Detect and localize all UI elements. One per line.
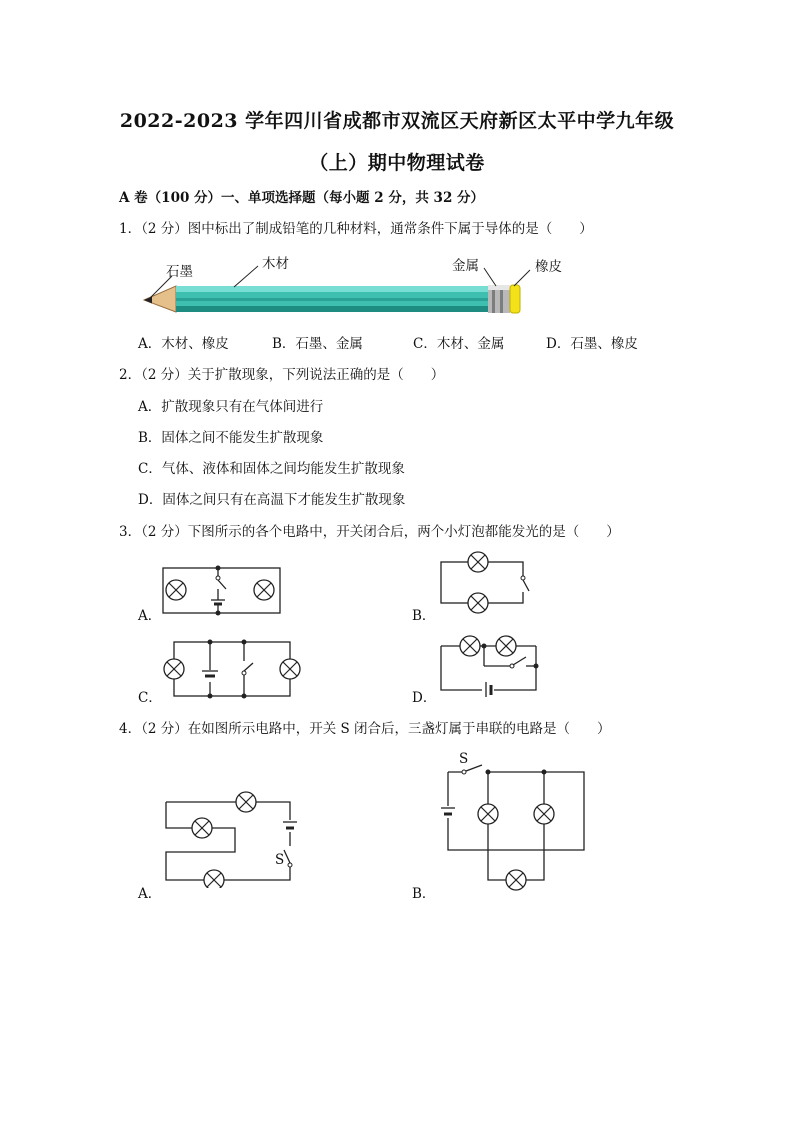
lamp-icon xyxy=(204,870,224,888)
lamp-icon xyxy=(460,636,480,656)
section-heading: A 卷（100 分）一、单项选择题（每小题 2 分，共 32 分） xyxy=(119,190,485,206)
q4-option-b-label[interactable]: B． xyxy=(412,886,436,902)
q4-b-switch-label: S xyxy=(459,751,469,767)
pencil-eraser xyxy=(510,285,520,313)
question-4: 4．（2 分）在如图所示电路中，开关 S 闭合后，三盏灯属于串联的电路是（ ） xyxy=(119,721,611,737)
q3-circuit-b xyxy=(436,550,536,615)
lamp-icon xyxy=(192,818,212,838)
label-metal: 金属 xyxy=(452,258,479,274)
q1-option-a[interactable]: A．木材、橡皮 xyxy=(138,336,229,352)
question-3: 3．（2 分）下图所示的各个电路中，开关闭合后，两个小灯泡都能发光的是（ ） xyxy=(119,524,620,540)
lamp-icon xyxy=(478,804,498,824)
q4-a-switch-label: S xyxy=(275,852,285,868)
lamp-icon xyxy=(468,552,488,572)
label-wood: 木材 xyxy=(262,256,289,272)
q1-option-d[interactable]: D．石墨、橡皮 xyxy=(546,336,638,352)
q3-option-b-label[interactable]: B． xyxy=(412,608,436,624)
q3-option-c-label[interactable]: C． xyxy=(138,690,162,706)
lamp-icon xyxy=(254,580,274,600)
q3-option-d-label[interactable]: D． xyxy=(412,690,437,706)
q2-option-a[interactable]: A．扩散现象只有在气体间进行 xyxy=(138,399,324,415)
q4-circuit-a xyxy=(160,788,300,888)
q4-option-a-label[interactable]: A． xyxy=(138,886,162,902)
q1-option-b[interactable]: B．石墨、金属 xyxy=(272,336,363,352)
q2-option-d[interactable]: D．固体之间只有在高温下才能发生扩散现象 xyxy=(138,492,406,508)
lamp-icon xyxy=(280,659,300,679)
q1-option-c[interactable]: C．木材、金属 xyxy=(413,336,505,352)
label-eraser: 橡皮 xyxy=(535,259,562,275)
lamp-icon xyxy=(164,659,184,679)
q4-circuit-b xyxy=(436,762,591,892)
q3-circuit-d xyxy=(436,632,546,697)
lamp-icon xyxy=(496,636,516,656)
pencil-figure xyxy=(130,250,550,320)
page-title-line2: （上）期中物理试卷 xyxy=(309,152,485,174)
q3-circuit-a xyxy=(160,562,285,617)
page-title-line1: 2022-2023 学年四川省成都市双流区天府新区太平中学九年级 xyxy=(119,110,675,132)
label-graphite: 石墨 xyxy=(166,264,193,280)
question-2: 2．（2 分）关于扩散现象，下列说法正确的是（ ） xyxy=(119,367,445,383)
lamp-icon xyxy=(166,580,186,600)
q3-option-a-label[interactable]: A． xyxy=(138,608,162,624)
lamp-icon xyxy=(534,804,554,824)
switch-icon xyxy=(513,657,526,665)
question-1: 1．（2 分）图中标出了制成铅笔的几种材料，通常条件下属于导体的是（ ） xyxy=(119,221,593,237)
lamp-icon xyxy=(506,870,526,890)
switch-icon xyxy=(218,580,226,589)
q3-circuit-c xyxy=(160,636,305,701)
lamp-icon xyxy=(468,593,488,613)
lamp-icon xyxy=(236,792,256,812)
q2-option-b[interactable]: B．固体之间不能发生扩散现象 xyxy=(138,430,324,446)
q2-option-c[interactable]: C．气体、液体和固体之间均能发生扩散现象 xyxy=(138,461,405,477)
